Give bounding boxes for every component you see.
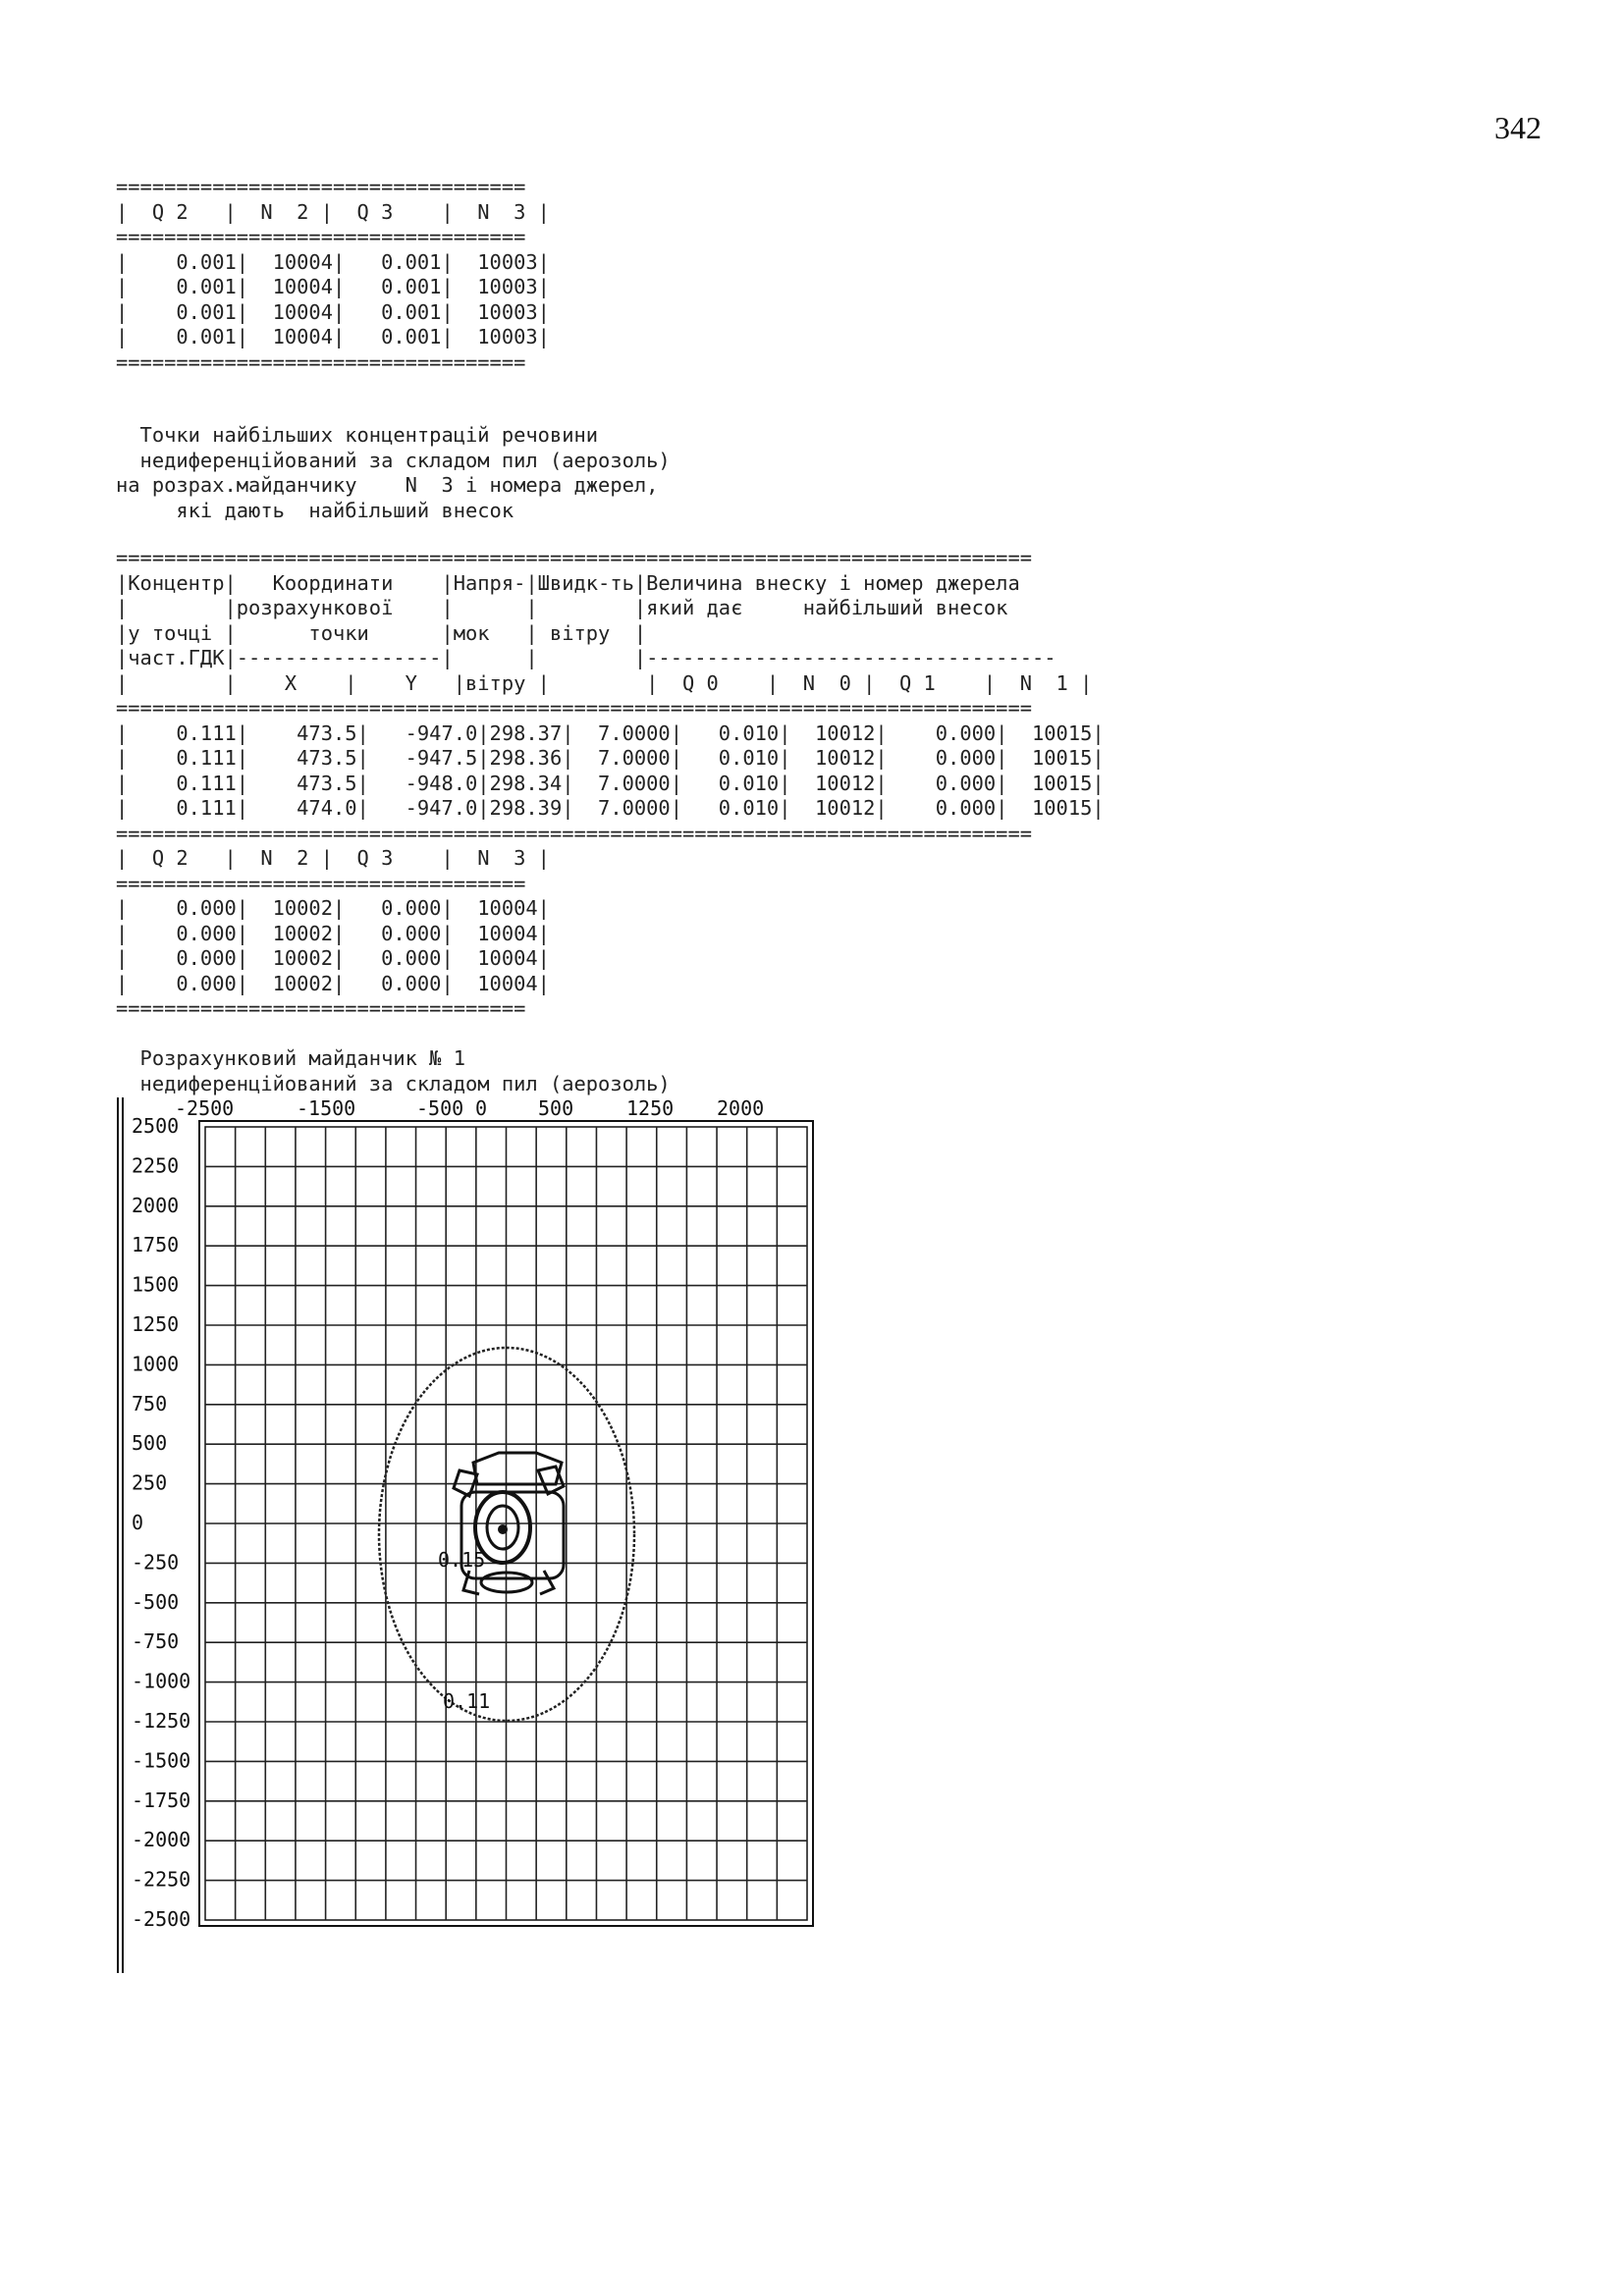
x-tick-label: 0 [475,1096,488,1120]
x-tick-label: 500 [538,1096,574,1120]
y-tick-label: -750 [132,1629,180,1654]
y-tick-label: 2500 [132,1114,180,1138]
max-concentration-table: ============================================================================ |Концентр| Координати |Напря-|Швидк-ть|Величина внеску і номер джерела | |розрахункової | | |який дає найбільший внесок |у точці | точки |мок | вітру | |част.ГДК|-----------------| | |---------------------------------- | | X | Y |вітру | | Q 0 | N 0 | Q 1 | N 1 | ============================================================================ | 0.111| 473.5| -947.0|298.37| 7.0000| 0.010| 10012| 0.000| 10015| | 0.111| 473.5| -947.5|298.36| 7.0000| 0.010| 10012| 0.000| 10015| | 0.111| 473.5| -948.0|298.34| 7.0000| 0.010| 10012| 0.000| 10015| | 0.111| 474.0| -947.0|298.39| 7.0000| 0.010| 10012| 0.000| 10015| ============================================================================ | Q 2 | N 2 | Q 3 | N 3 | ================================== | 0.000| 10002| 0.000| 10004| | 0.000| 10002| 0.000| 10004| | 0.000| 10002| 0.000| 10004| | 0.000| 10002| 0.000| 10004| ================================== [116,546,1105,1020]
y-tick-label: 1500 [132,1272,180,1297]
y-tick-label: 1750 [132,1233,180,1257]
y-tick-label: 1000 [132,1352,180,1376]
map-title: Розрахунковий майданчик № 1 недиференційований за складом пил (аерозоль) [139,1046,671,1095]
contour-label-0-11: 0.11 [443,1689,491,1713]
x-tick-label: 2000 [717,1096,765,1120]
y-tick-label: -2250 [132,1867,191,1892]
y-tick-label: -1750 [132,1788,191,1812]
max-concentration-heading: Точки найбільших концентрацій речовини недиференційований за складом пил (аерозоль) на розрах.майданчику N 3 і номера джерел, які дають найбільший внесок [116,423,671,522]
y-tick-label: 750 [132,1391,168,1415]
y-tick-label: 1250 [132,1312,180,1336]
page-number: 342 [1494,110,1542,145]
x-tick-label: 1250 [626,1096,675,1120]
y-tick-label: -1500 [132,1748,191,1773]
y-tick-label: 0 [132,1511,144,1534]
y-tick-label: -1000 [132,1669,191,1693]
y-tick-label: 250 [132,1470,168,1495]
y-tick-label: -2500 [132,1907,191,1931]
y-tick-label: -250 [132,1550,180,1575]
source-point [498,1524,508,1534]
x-tick-label: -2500 [175,1096,235,1120]
sources-table-top: ================================== | Q 2 | N 2 | Q 3 | N 3 | ================================== | 0.001| 10004| 0.001| 10003| | 0.001| 10004| 0.001| 10003| | 0.001| 10004| 0.001| 10003| | 0.001| 10004| 0.001| 10003| ================================== [116,175,550,374]
source-shape-lower-ears [463,1571,554,1594]
y-tick-label: -1250 [132,1709,191,1733]
y-tick-label: 500 [132,1431,168,1456]
y-tick-label: 2250 [132,1153,180,1178]
contour-label-0-15: 0.15 [438,1548,486,1572]
x-tick-label: -500 [416,1096,464,1120]
y-tick-label: -2000 [132,1828,191,1852]
x-tick-label: -1500 [297,1096,356,1120]
y-tick-label: -500 [132,1589,180,1614]
y-tick-label: 2000 [132,1193,180,1217]
